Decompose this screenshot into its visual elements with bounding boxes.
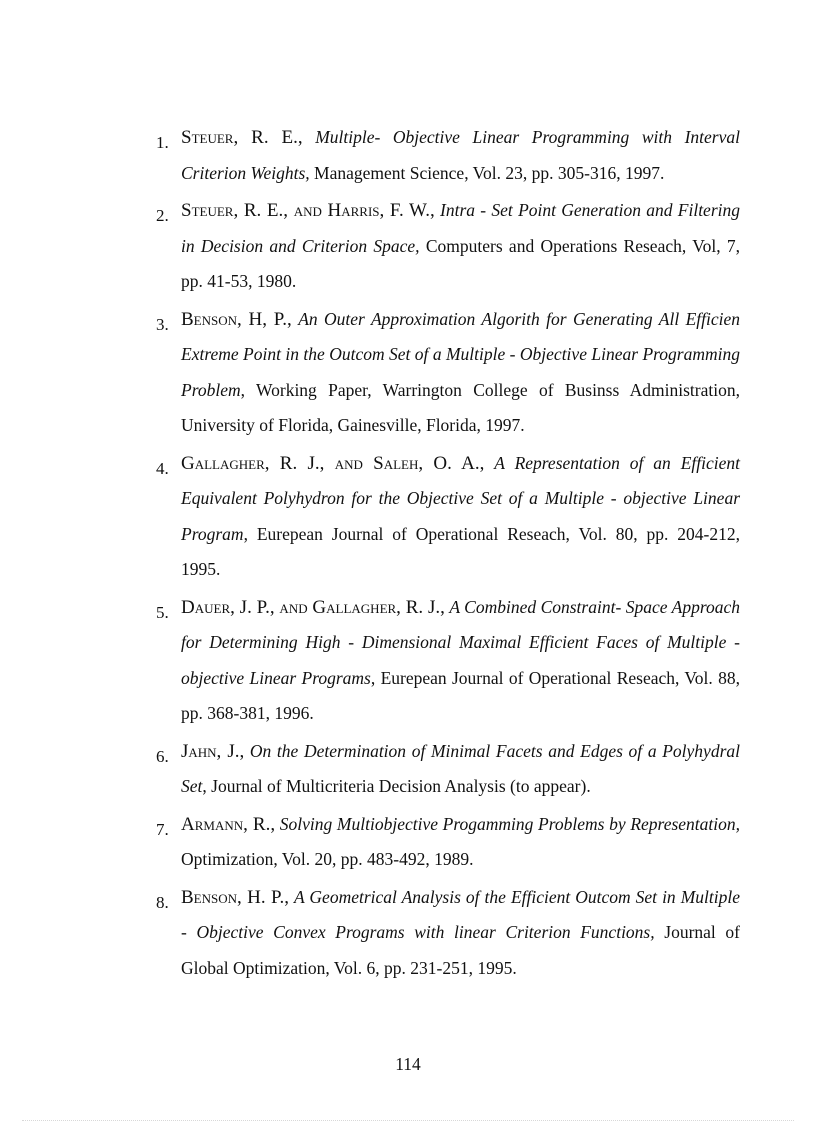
reference-authors: Armann, R., [181, 813, 276, 835]
reference-text [181, 193, 740, 300]
reference-text [181, 120, 740, 191]
reference-authors: Gallagher, R. J., and Saleh, O. A., [181, 452, 485, 474]
reference-title: On the Determination of Minimal Facets and Edges of a Polyhydral Set [181, 740, 740, 796]
reference-title: Intra - Set Point Generation and Filtering in Decision and Criterion Space, [181, 200, 740, 256]
reference-authors: Benson, H. P., [181, 886, 289, 908]
reference-item [156, 734, 740, 805]
reference-item [156, 880, 740, 987]
reference-text [181, 880, 740, 987]
reference-text [181, 590, 740, 732]
reference-title: Solving Multiobjective Progamming Problems by Representation, [279, 813, 741, 834]
reference-text [181, 734, 740, 805]
reference-source: , Journal of Multicriteria Decision Analysis (to appear). [202, 776, 591, 796]
reference-number: 2. [156, 206, 169, 225]
reference-text [181, 302, 740, 444]
reference-authors: Steuer, R. E., [181, 127, 303, 148]
reference-number: 7. [156, 819, 169, 839]
reference-item [156, 590, 740, 732]
reference-list [156, 120, 740, 988]
reference-source: , Eurepean Journal of Operational Reseach, Vol. 88, pp. 368-381, 1996. [181, 667, 741, 723]
reference-number: 8. [156, 892, 169, 912]
reference-authors: Jahn, J., [181, 740, 245, 762]
reference-title: Multiple- Objective Linear Programming with Interval Criterion Weights, [181, 127, 740, 183]
footer-divider [22, 1120, 794, 1121]
reference-title: A Geometrical Analysis of the Efficient Outcom Set in Multiple - Objective Convex Programs with linear Criterion Functions, [181, 886, 740, 942]
reference-title: A Representation of an Efficient Equivalent Polyhydron for the Objective Set of a Multiple - objective Linear Program [181, 452, 741, 544]
reference-title: An Outer Approximation Algorith for Generating All Efficien Extreme Point in the Outcom Set of a Multiple - Objective Linear Programming Problem [181, 308, 741, 400]
page-number: 114 [395, 1054, 421, 1074]
reference-authors: Dauer, J. P., and Gallagher, R. J., [181, 596, 445, 618]
reference-item [156, 302, 740, 444]
reference-title: A Combined Constraint- Space Approach for Determining High - Dimensional Maximal Efficient Faces of Multiple - objective Linear Programs [181, 596, 741, 688]
reference-item [156, 193, 740, 300]
reference-authors: Benson, H, P., [181, 308, 292, 330]
reference-text [181, 446, 740, 588]
reference-authors: Steuer, R. E., and Harris, F. W., [181, 200, 435, 221]
reference-number: 4. [156, 458, 169, 478]
reference-source: Management Science, Vol. 23, pp. 305-316, 1997. [309, 162, 665, 183]
reference-item [156, 120, 740, 191]
reference-source: Optimization, Vol. 20, pp. 483-492, 1989. [181, 849, 474, 869]
reference-number: 1. [156, 133, 169, 152]
reference-number: 5. [156, 602, 169, 622]
reference-source: Journal of Global Optimization, Vol. 6, pp. 231-251, 1995. [181, 922, 740, 978]
reference-number: 3. [156, 314, 169, 334]
reference-number: 6. [156, 746, 169, 766]
reference-source: , Eurepean Journal of Operational Reseach, Vol. 80, pp. 204-212, 1995. [181, 523, 740, 579]
reference-source: , Working Paper, Warrington College of Businss Administration, University of Florida, Gainesville, Florida, 1997. [181, 379, 740, 435]
reference-item [156, 807, 740, 878]
reference-text [181, 807, 740, 878]
reference-source: Computers and Operations Reseach, Vol, 7, pp. 41-53, 1980. [181, 235, 740, 291]
reference-item [156, 446, 740, 588]
